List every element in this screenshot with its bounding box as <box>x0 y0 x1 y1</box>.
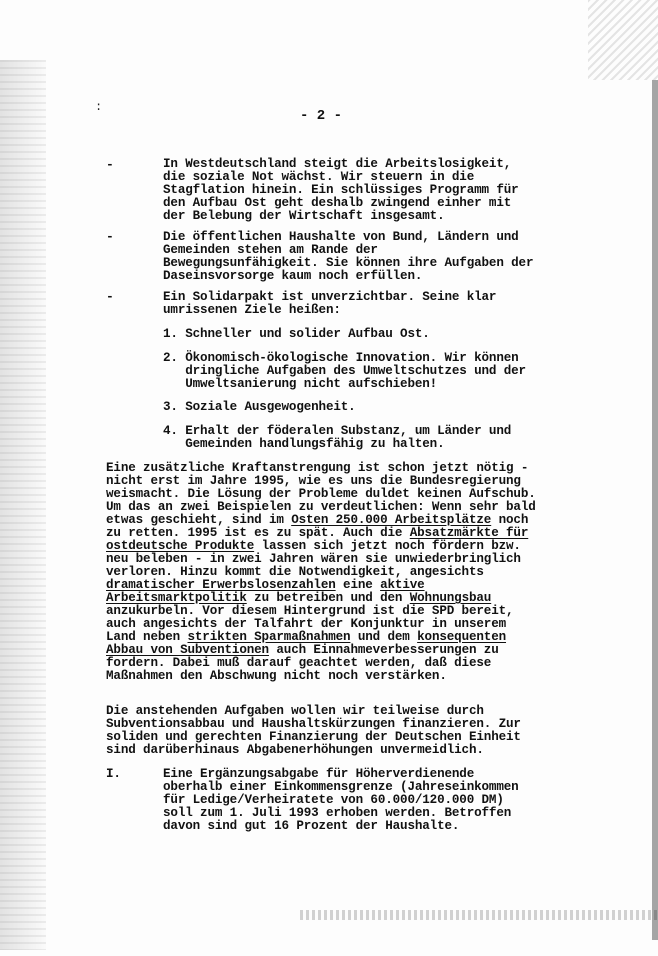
paragraph-line: weismacht. Die Lösung der Probleme duldet keinen Aufschub. <box>106 487 536 501</box>
bullet-line: den Aufbau Ost geht deshalb zwingend einher mit <box>163 196 512 210</box>
bullet-line: Gemeinden stehen am Rande der <box>163 243 378 257</box>
paragraph-line: Subventionsabbau und Haushaltskürzungen finanzieren. Zur <box>106 717 521 731</box>
scan-noise-top-right <box>588 0 658 80</box>
goal-item: Umweltsanierung nicht aufschieben! <box>163 377 438 391</box>
paragraph-line: Eine zusätzliche Kraftanstrengung ist schon jetzt nötig - <box>106 461 529 475</box>
bullet-line: In Westdeutschland steigt die Arbeitslosigkeit, <box>163 157 512 171</box>
paragraph-line: Um das an zwei Beispielen zu verdeutlichen: Wenn sehr bald <box>106 500 536 514</box>
underlined-phrase: Arbeitsmarktpolitik <box>106 591 247 605</box>
paragraph-line: fordern. Dabei muß darauf geachtet werden, daß diese <box>106 656 492 670</box>
paragraph-line: Arbeitsmarktpolitik zu betreiben und den Wohnungsbau <box>106 591 492 605</box>
underlined-phrase: konsequenten <box>417 630 507 644</box>
paragraph-line: Land neben strikten Sparmaßnahmen und dem konsequenten <box>106 630 507 644</box>
paragraph-line: zu retten. 1995 ist es zu spät. Auch die Absatzmärkte für <box>106 526 529 540</box>
paragraph-line: anzukurbeln. Vor diesem Hintergrund ist die SPD bereit, <box>106 604 514 618</box>
page-number: - 2 - <box>300 108 343 124</box>
bullet-dash: - <box>106 229 114 244</box>
goal-item: 2. Ökonomisch-ökologische Innovation. Wir können <box>163 351 519 365</box>
bullet-line: Daseinsvorsorge kaum noch erfüllen. <box>163 269 423 283</box>
bullet-line: die soziale Not wächst. Wir steuern in die <box>163 170 475 184</box>
paragraph-line: auch angesichts der Talfahrt der Konjunktur in unserem <box>106 617 507 631</box>
paragraph-line: nicht erst im Jahre 1995, wie es uns die Bundesregierung <box>106 474 521 488</box>
underlined-phrase: ostdeutsche Produkte <box>106 539 255 553</box>
paragraph-line: Abbau von Subventionen auch Einnahmeverbesserungen zu <box>106 643 499 657</box>
bullet-dash: - <box>106 289 114 304</box>
paragraph-line: soliden und gerechten Finanzierung der Deutschen Einheit <box>106 730 521 744</box>
section-line: davon sind gut 16 Prozent der Haushalte. <box>163 819 460 833</box>
underlined-phrase: dramatischer Erwerbslosenzahlen <box>106 578 336 592</box>
paragraph-line: dramatischer Erwerbslosenzahlen eine aktive <box>106 578 425 592</box>
section-line: Eine Ergänzungsabgabe für Höherverdienende <box>163 767 475 781</box>
bullet-dash: - <box>106 157 114 172</box>
paragraph-line: etwas geschieht, sind im Osten 250.000 Arbeitsplätze noch <box>106 513 529 527</box>
paragraph-line: neu beleben - in zwei Jahren wären sie unwiederbringlich <box>106 552 521 566</box>
goal-item: 1. Schneller und solider Aufbau Ost. <box>163 327 430 341</box>
underlined-phrase: Wohnungsbau <box>409 591 492 605</box>
section-line: soll zum 1. Juli 1993 erhoben werden. Betroffen <box>163 806 512 820</box>
stray-mark: : <box>95 100 103 114</box>
underlined-phrase: strikten Sparmaßnahmen <box>187 630 351 644</box>
goal-item: 3. Soziale Ausgewogenheit. <box>163 400 356 414</box>
bullet-line: Stagflation hinein. Ein schlüssiges Programm für <box>163 183 519 197</box>
paragraph-line: sind darüberhinaus Abgabenerhöhungen unvermeidlich. <box>106 743 484 757</box>
scan-edge-right <box>652 80 658 940</box>
bullet-line: Die öffentlichen Haushalte von Bund, Ländern und <box>163 230 519 244</box>
goal-item: 4. Erhalt der föderalen Substanz, um Länder und <box>163 424 512 438</box>
bullet-line: umrissenen Ziele heißen: <box>163 303 341 317</box>
underlined-phrase: Absatzmärkte für <box>409 526 529 540</box>
goal-item: Gemeinden handlungsfähig zu halten. <box>163 437 445 451</box>
underlined-phrase: Abbau von Subventionen <box>106 643 269 657</box>
bullet-line: der Belebung der Wirtschaft insgesamt. <box>163 209 445 223</box>
goal-item: dringliche Aufgaben des Umweltschutzes und der <box>163 364 526 378</box>
paragraph-line: Die anstehenden Aufgaben wollen wir teilweise durch <box>106 704 484 718</box>
paragraph-line: verloren. Hinzu kommt die Notwendigkeit, angesichts <box>106 565 484 579</box>
scan-noise-bottom <box>300 910 658 920</box>
section-line: für Ledige/Verheiratete von 60.000/120.000 DM) <box>163 793 504 807</box>
paragraph-line: ostdeutsche Produkte lassen sich jetzt noch fördern bzw. <box>106 539 521 553</box>
underlined-phrase: aktive <box>380 578 425 592</box>
bullet-line: Ein Solidarpakt ist unverzichtbar. Seine klar <box>163 290 497 304</box>
underlined-phrase: Osten 250.000 Arbeitsplätze <box>291 513 492 527</box>
scan-noise-left <box>0 60 46 950</box>
section-line: oberhalb einer Einkommensgrenze (Jahreseinkommen <box>163 780 519 794</box>
paragraph-line: Maßnahmen den Abschwung nicht noch verstärken. <box>106 669 447 683</box>
section-numeral: I. <box>106 767 121 781</box>
bullet-line: Bewegungsunfähigkeit. Sie können ihre Aufgaben der <box>163 256 534 270</box>
